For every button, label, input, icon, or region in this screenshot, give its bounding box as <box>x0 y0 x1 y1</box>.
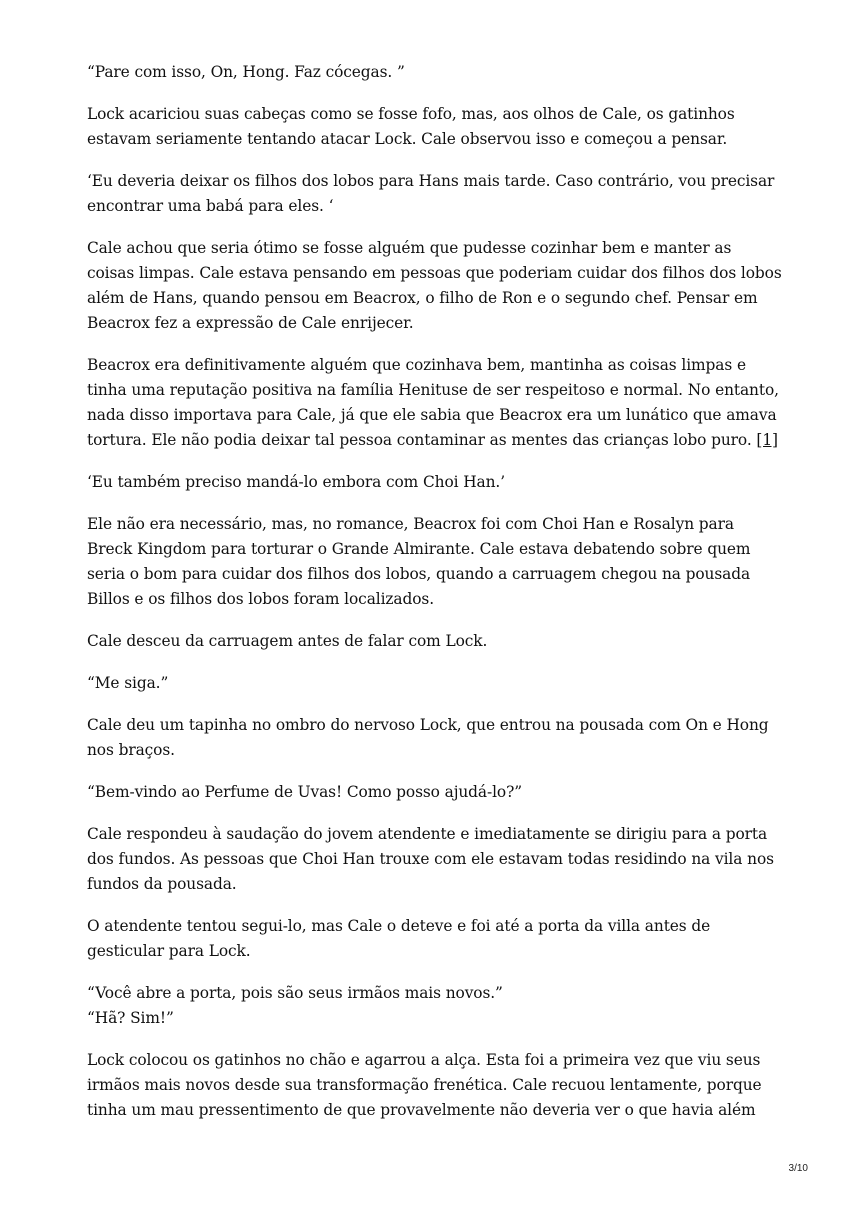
paragraph-2: Lock acariciou suas cabeças como se fosse fofo, mas, aos olhos de Cale, os gatinhos estavam seriamente tentando atacar Lock. Cale observou isso e começou a pensar. <box>87 105 735 148</box>
paragraph-5-text: Beacrox era definitivamente alguém que cozinhava bem, mantinha as coisas limpas e tinha uma reputação positiva na família Henituse de ser respeitoso e normal. No entanto, nada disso importava para Cale, já que ele sabia que Beacrox era um lunático que amava tortura. Ele não podia deixar tal pessoa contaminar as mentes das crianças lobo puro. <box>87 356 779 449</box>
paragraph-4: Cale achou que seria ótimo se fosse alguém que pudesse cozinhar bem e manter as coisas limpas. Cale estava pensando em pessoas que poderiam cuidar dos filhos dos lobos além de Hans, quando pensou em Beacrox, o filho de Ron e o segundo chef. Pensar em Beacrox fez a expressão de Cale enrijecer. <box>87 239 782 332</box>
paragraph-3: ‘Eu deveria deixar os filhos dos lobos para Hans mais tarde. Caso contrário, vou precisar encontrar uma babá para eles. ‘ <box>87 172 775 215</box>
paragraph-13: O atendente tentou segui-lo, mas Cale o deteve e foi até a porta da villa antes de gesticular para Lock. <box>87 917 711 960</box>
paragraph-14: “Você abre a porta, pois são seus irmãos mais novos.” <box>87 984 503 1002</box>
paragraph-12: Cale respondeu à saudação do jovem atendente e imediatamente se dirigiu para a porta dos fundos. As pessoas que Choi Han trouxe com ele estavam todas residindo na vila nos fundos da pousada. <box>87 825 774 893</box>
paragraph-6: ‘Eu também preciso mandá-lo embora com Choi Han.’ <box>87 473 506 491</box>
paragraph-8: Cale desceu da carruagem antes de falar com Lock. <box>87 632 488 650</box>
document-body <box>87 60 782 1140</box>
paragraph-5 <box>87 353 782 453</box>
paragraph-7: Ele não era necessário, mas, no romance, Beacrox foi com Choi Han e Rosalyn para Breck Kingdom para torturar o Grande Almirante. Cale estava debatendo sobre quem seria o bom para cuidar dos filhos dos lobos, quando a carruagem chegou na pousada Billos e os filhos dos lobos foram localizados. <box>87 515 751 608</box>
paragraph-1: “Pare com isso, On, Hong. Faz cócegas. ” <box>87 63 405 81</box>
paragraph-9: “Me siga.” <box>87 674 169 692</box>
paragraph-16: Lock colocou os gatinhos no chão e agarrou a alça. Esta foi a primeira vez que viu seus irmãos mais novos desde sua transformação frenética. Cale recuou lentamente, porque tinha um mau pressentimento de que provavelmente não deveria ver o que havia além <box>87 1051 762 1119</box>
paragraph-15: “Hã? Sim!” <box>87 1009 174 1027</box>
paragraph-10: Cale deu um tapinha no ombro do nervoso Lock, que entrou na pousada com On e Hong nos braços. <box>87 716 769 759</box>
paragraph-11: “Bem-vindo ao Perfume de Uvas! Como posso ajudá-lo?” <box>87 783 523 801</box>
page-number: 3/10 <box>788 1163 808 1174</box>
footnote-link[interactable]: [1] <box>756 431 778 449</box>
